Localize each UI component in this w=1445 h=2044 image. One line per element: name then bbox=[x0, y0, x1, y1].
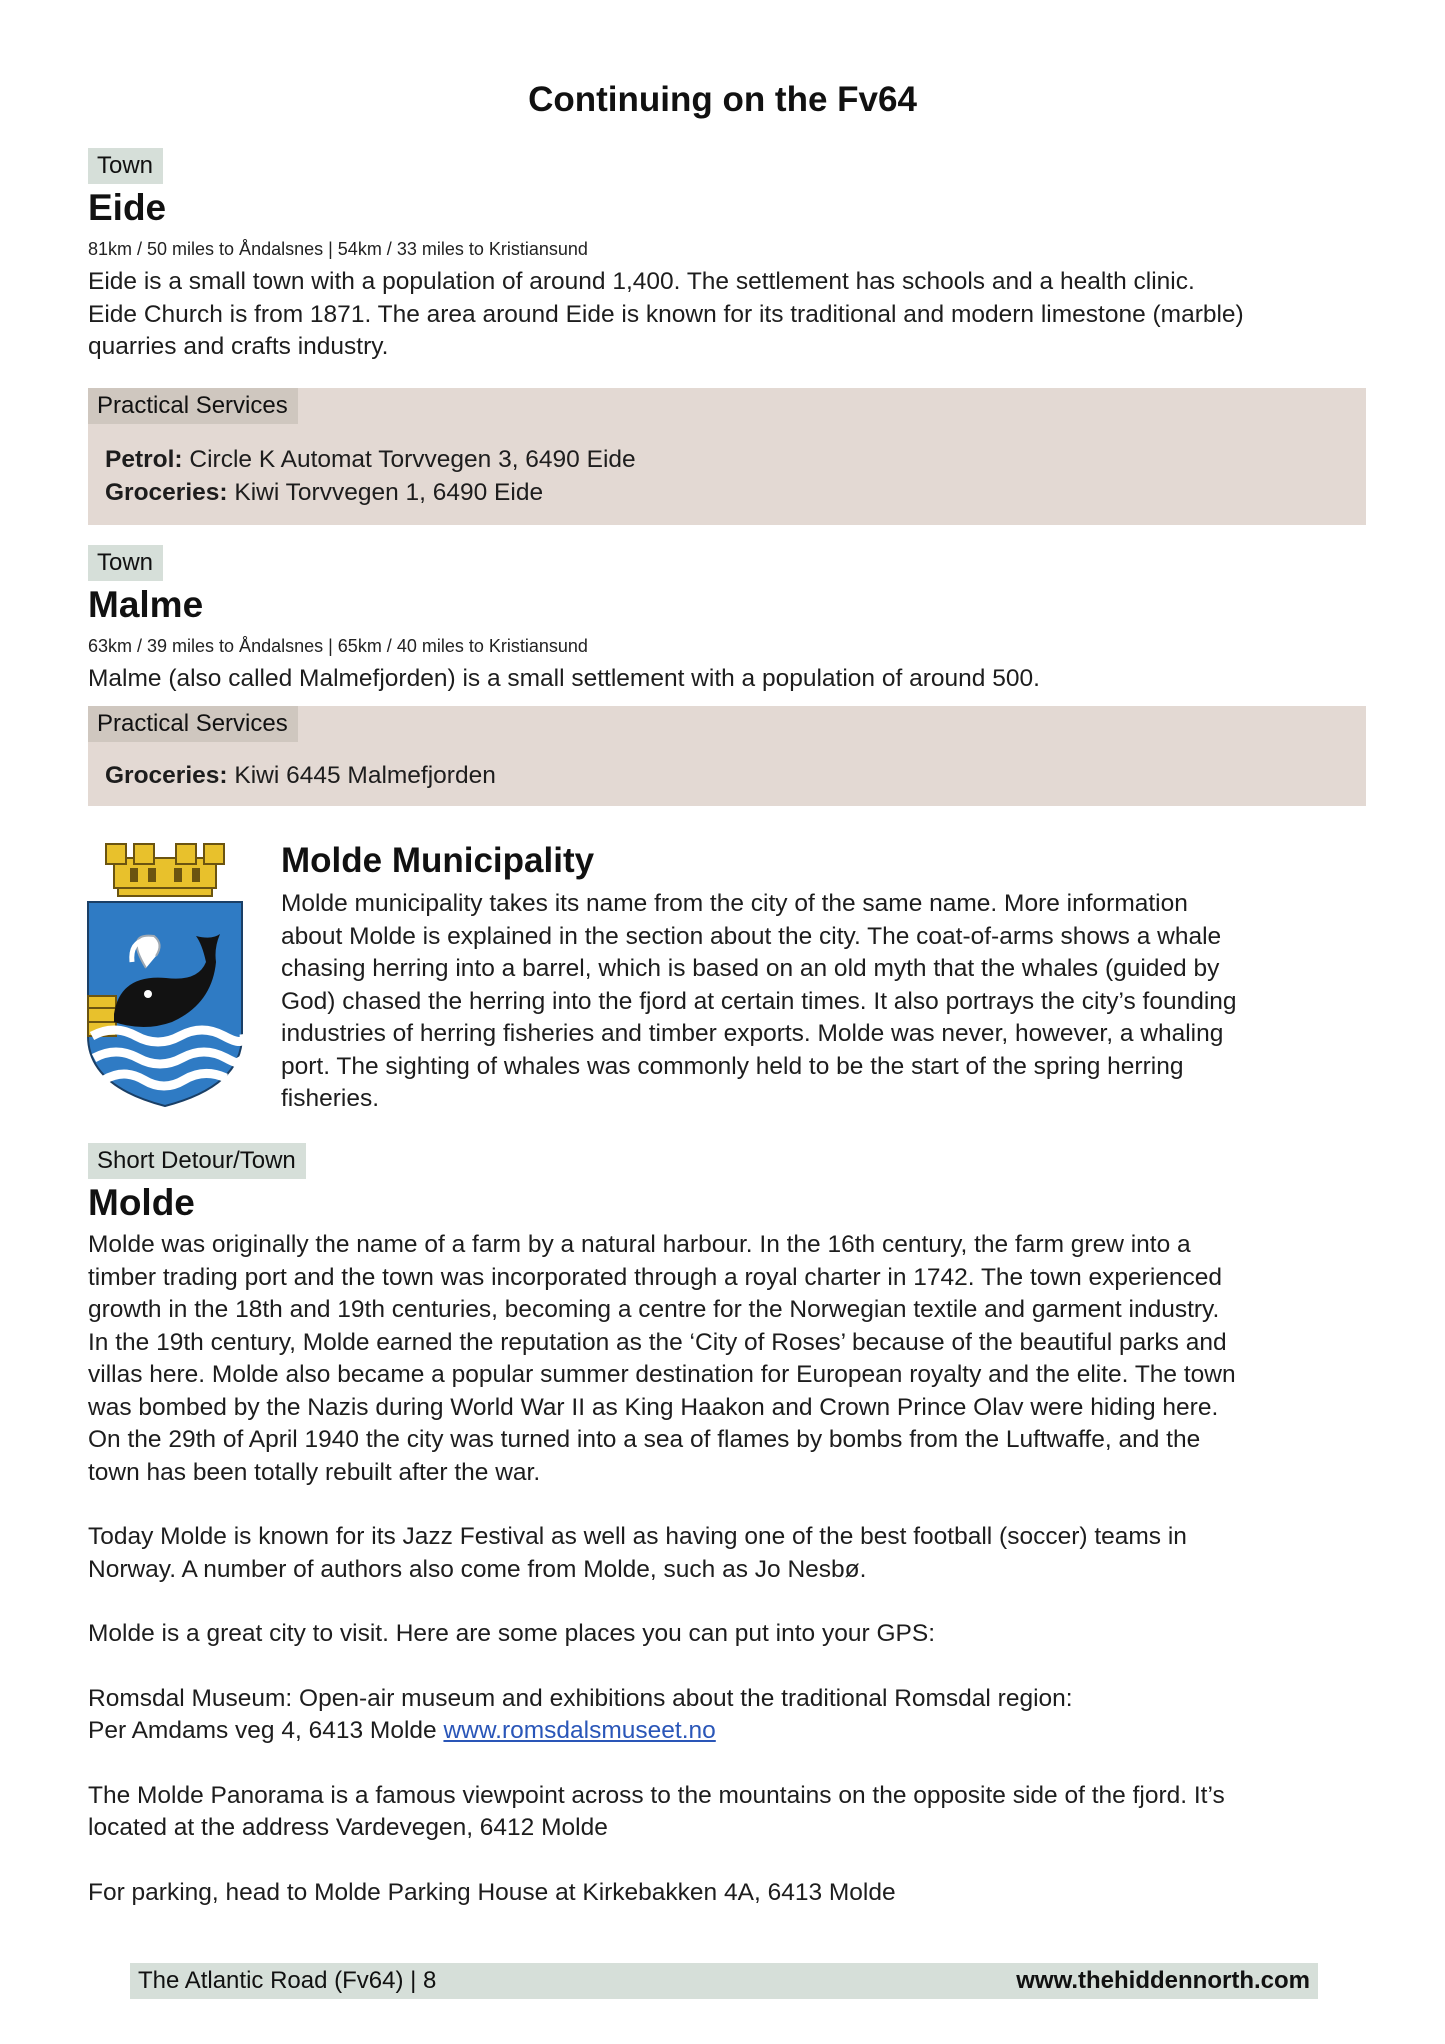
molde-history-paragraph bbox=[88, 1229, 1366, 1489]
municipality-line: God) chased the herring into the fjord at certain times. It also portrays the city’s founding bbox=[281, 987, 1237, 1015]
service-value: Kiwi 6445 Malmefjorden bbox=[227, 762, 496, 789]
municipality-line: industries of herring fisheries and timber exports. Molde was never, however, a whaling bbox=[281, 1020, 1224, 1047]
museum-description: Romsdal Museum: Open-air museum and exhibitions about the traditional Romsdal region: bbox=[88, 1684, 1073, 1712]
molde-gps-intro: Molde is a great city to visit. Here are some places you can put into your GPS: bbox=[88, 1620, 935, 1647]
molde-line: town has been totally rebuilt after the war. bbox=[88, 1458, 541, 1486]
molde-line: timber trading port and the town was incorporated through a royal charter in 1742. The town experienced bbox=[88, 1263, 1223, 1291]
municipality-heading: Molde Municipality bbox=[281, 841, 595, 880]
municipality-line: port. The sighting of whales was commonly held to be the start of the spring herring bbox=[281, 1052, 1184, 1080]
molde-parking-entry: For parking, head to Molde Parking House at Kirkebakken 4A, 6413 Molde bbox=[88, 1878, 896, 1906]
page-title: Continuing on the Fv64 bbox=[528, 80, 917, 119]
molde-line: Norway. A number of authors also come from Molde, such as Jo Nesbø. bbox=[88, 1555, 867, 1583]
footer-website: www.thehiddennorth.com bbox=[470, 1963, 1318, 1999]
molde-section bbox=[88, 1143, 1366, 1909]
service-value: Kiwi Torvvegen 1, 6490 Eide bbox=[227, 478, 544, 506]
municipality-section bbox=[281, 840, 1361, 1116]
museum-address bbox=[88, 1715, 1366, 1748]
molde-line: The Molde Panorama is a famous viewpoint across to the mountains on the opposite side of the fjord. It’s bbox=[88, 1781, 1225, 1809]
service-label: Groceries: bbox=[105, 478, 228, 506]
malme-category-tag: Town bbox=[88, 545, 163, 581]
malme-section bbox=[88, 545, 1366, 696]
eide-services-tag: Practical Services bbox=[88, 388, 298, 424]
molde-panorama-entry bbox=[88, 1780, 1366, 1845]
municipality-line: chasing herring into a barrel, which is based on an old myth that the whales (guided by bbox=[281, 955, 1220, 982]
eide-distances: 81km / 50 miles to Åndalsnes | 54km / 33 miles to Kristiansund bbox=[88, 239, 588, 259]
eide-line: Eide Church is from 1871. The area around Eide is known for its traditional and modern limestone (marble) bbox=[88, 300, 1244, 328]
molde-coat-of-arms-icon bbox=[84, 836, 246, 1108]
municipality-line: about Molde is explained in the section about the city. The coat-of-arms shows a whale bbox=[281, 922, 1222, 950]
molde-line: In the 19th century, Molde earned the reputation as the ‘City of Roses’ because of the beautiful parks and bbox=[88, 1328, 1227, 1356]
molde-heading: Molde bbox=[88, 1182, 195, 1223]
museum-website-link[interactable]: www.romsdalsmuseet.no bbox=[443, 1717, 716, 1744]
municipality-description bbox=[281, 888, 1361, 1116]
molde-category-tag: Short Detour/Town bbox=[88, 1143, 306, 1179]
eide-line: quarries and crafts industry. bbox=[88, 333, 389, 360]
molde-line: Molde was originally the name of a farm by a natural harbour. In the 16th century, the farm grew into a bbox=[88, 1231, 1191, 1258]
eide-category-tag: Town bbox=[88, 148, 163, 184]
service-value: Circle K Automat Torvvegen 3, 6490 Eide bbox=[182, 446, 636, 473]
eide-petrol bbox=[105, 444, 636, 477]
malme-practical-services bbox=[88, 706, 1366, 806]
romsdal-museum-entry bbox=[88, 1683, 1366, 1748]
service-label: Petrol: bbox=[105, 446, 183, 473]
service-label: Groceries: bbox=[105, 762, 228, 789]
eide-description bbox=[88, 266, 1366, 364]
molde-line: was bombed by the Nazis during World War II as King Haakon and Crown Prince Olav were hiding here. bbox=[88, 1393, 1219, 1421]
molde-line: Today Molde is known for its Jazz Festival as well as having one of the best football (soccer) teams in bbox=[88, 1523, 1187, 1550]
footer-publication-page: The Atlantic Road (Fv64) | 8 bbox=[130, 1963, 470, 1999]
molde-today-paragraph bbox=[88, 1521, 1366, 1586]
museum-address-text: Per Amdams veg 4, 6413 Molde bbox=[88, 1717, 444, 1744]
malme-distances: 63km / 39 miles to Åndalsnes | 65km / 40 miles to Kristiansund bbox=[88, 636, 588, 656]
molde-line: located at the address Vardevegen, 6412 Molde bbox=[88, 1814, 608, 1841]
molde-line: growth in the 18th and 19th centuries, becoming a centre for the Norwegian textile and garment industry. bbox=[88, 1296, 1220, 1323]
eide-practical-services bbox=[88, 388, 1366, 525]
malme-line: Malme (also called Malmefjorden) is a small settlement with a population of around 500. bbox=[88, 665, 1040, 692]
eide-section bbox=[88, 148, 1366, 364]
malme-description bbox=[88, 663, 1366, 696]
eide-line: Eide is a small town with a population of around 1,400. The settlement has schools and a health clinic. bbox=[88, 268, 1195, 295]
municipality-line: fisheries. bbox=[281, 1085, 380, 1112]
eide-groceries bbox=[105, 477, 636, 510]
malme-services-tag: Practical Services bbox=[88, 706, 298, 742]
malme-heading: Malme bbox=[88, 584, 204, 625]
municipality-line: Molde municipality takes its name from the city of the same name. More information bbox=[281, 890, 1188, 917]
molde-line: villas here. Molde also became a popular summer destination for European royalty and the elite. The town bbox=[88, 1361, 1236, 1388]
molde-line: On the 29th of April 1940 the city was turned into a sea of flames by bombs from the Luftwaffe, and the bbox=[88, 1426, 1201, 1453]
eide-heading: Eide bbox=[88, 187, 167, 228]
malme-groceries bbox=[105, 760, 496, 793]
